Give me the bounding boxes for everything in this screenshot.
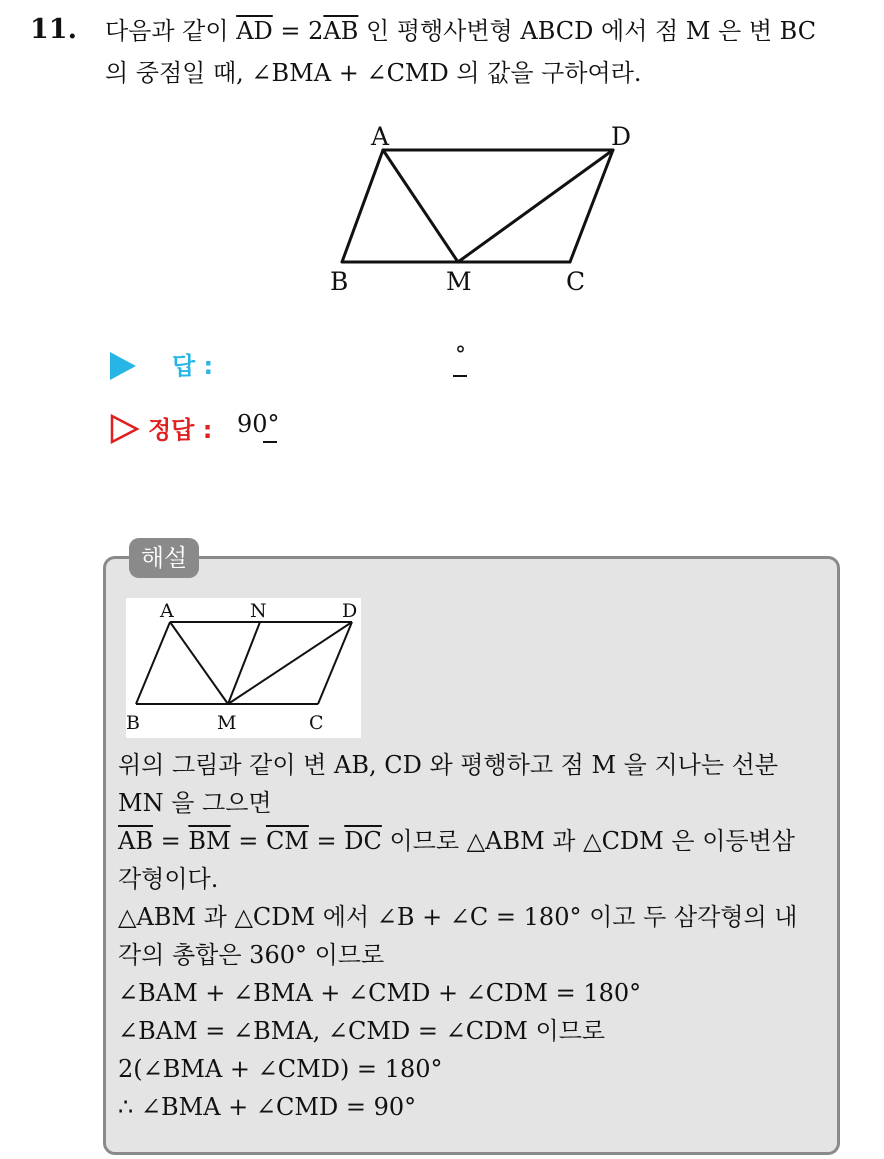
label-m: M <box>446 267 472 296</box>
correct-answer-value: 90° <box>237 410 280 438</box>
explanation-line-2: MN 을 그으면 <box>118 789 272 817</box>
fig2-label-a: A <box>160 600 174 622</box>
answer-label: 답 : <box>172 352 214 380</box>
explanation-line-5: △ABM 과 △CDM 에서 ∠B + ∠C = 180° 이고 두 삼각형의 내 <box>118 903 798 931</box>
segment-dm <box>458 150 613 262</box>
explanation-text: 이므로 △ABM 과 △CDM 은 이등변삼 <box>381 827 795 855</box>
correct-arrow-icon <box>110 414 140 444</box>
explanation-line-3 <box>118 822 795 860</box>
fig2-label-m: M <box>217 712 237 734</box>
question-line-1 <box>105 14 816 48</box>
correct-underline <box>263 441 277 443</box>
explanation-line-4: 각형이다. <box>118 865 219 893</box>
answer-arrow-icon <box>110 352 136 380</box>
label-a: A <box>371 122 390 151</box>
label-b: B <box>330 267 349 296</box>
question-text: = 2 <box>272 17 324 45</box>
explanation-line-10: ∴ ∠BMA + ∠CMD = 90° <box>118 1093 417 1121</box>
question-number: 11. <box>30 14 77 45</box>
question-text: 인 평행사변형 ABCD 에서 점 M 은 변 BC <box>358 17 817 45</box>
label-d: D <box>611 122 632 151</box>
question-text: 다음과 같이 <box>105 17 237 45</box>
side-ab <box>342 150 383 262</box>
fig2-label-b: B <box>126 712 140 734</box>
explanation-tab: 해설 <box>129 538 199 578</box>
correct-answer-label: 정답 : <box>148 416 213 444</box>
segment-ad: $\overline{AD}$ <box>236 17 273 45</box>
segment-bm: $\overline{BM}$ <box>188 827 231 855</box>
equals: = <box>152 827 189 855</box>
segment-ab: $\overline{AB}$ <box>118 827 153 855</box>
explanation-line-1: 위의 그림과 같이 변 AB, CD 와 평행하고 점 M 을 지나는 선분 <box>118 751 779 779</box>
segment-cm: $\overline{CM}$ <box>265 827 309 855</box>
explanation-line-8: ∠BAM = ∠BMA, ∠CMD = ∠CDM 이므로 <box>118 1017 606 1045</box>
explanation-line-7: ∠BAM + ∠BMA + ∠CMD + ∠CDM = 180° <box>118 979 642 1007</box>
explanation-line-9: 2(∠BMA + ∠CMD) = 180° <box>118 1055 443 1083</box>
equals: = <box>230 827 266 855</box>
equals: = <box>308 827 345 855</box>
segment-am <box>383 150 458 262</box>
segment-dc: $\overline{DC}$ <box>344 827 382 855</box>
question-line-2: 의 중점일 때, ∠BMA + ∠CMD 의 값을 구하여라. <box>105 59 642 87</box>
answer-underline <box>453 375 467 377</box>
fig2-label-n: N <box>250 600 267 622</box>
explanation-figure <box>126 598 361 738</box>
answer-blank-degree: ° <box>455 343 466 368</box>
label-c: C <box>566 267 586 296</box>
parallelogram-figure <box>320 115 650 300</box>
explanation-line-6: 각의 총합은 360° 이므로 <box>118 941 385 969</box>
fig2-label-c: C <box>309 712 324 734</box>
fig2-label-d: D <box>342 600 358 622</box>
segment-ab: $\overline{AB}$ <box>323 17 359 45</box>
